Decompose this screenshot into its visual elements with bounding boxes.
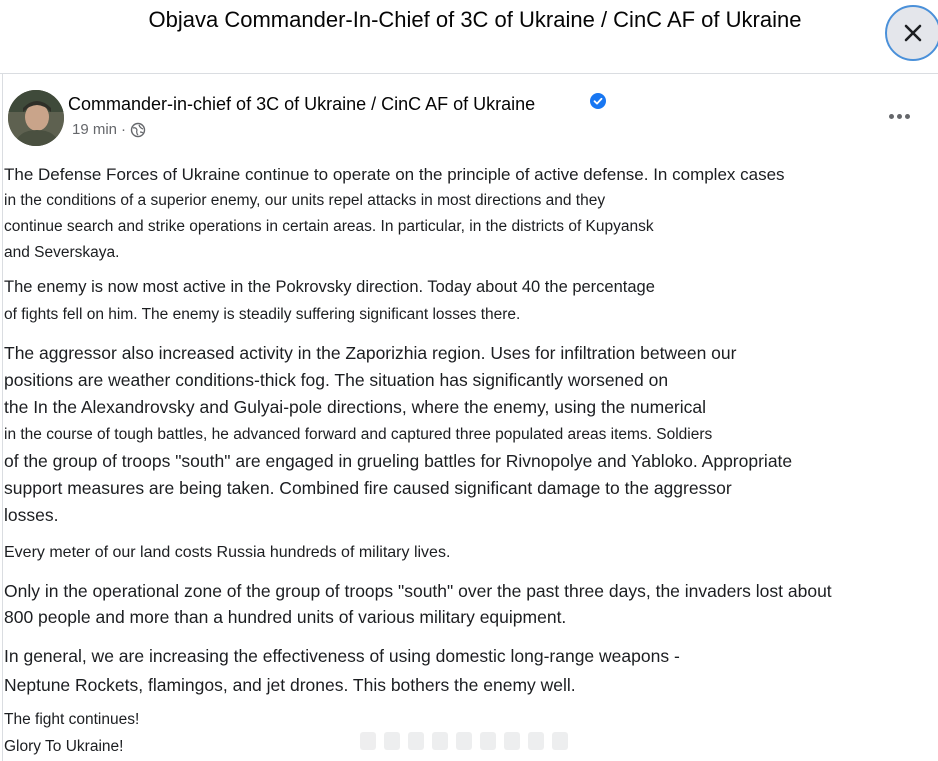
dialog-title: Objava Commander-In-Chief of 3C of Ukraine / CinC AF of Ukraine xyxy=(148,7,802,32)
post-line: in the conditions of a superior enemy, our units repel attacks in most directions and they xyxy=(4,192,606,209)
post-paragraph xyxy=(4,578,832,630)
dot xyxy=(889,114,894,119)
post-paragraph xyxy=(4,340,792,529)
post-line: the In the Alexandrovsky and Gulyai-pole directions, where the enemy, using the numerical xyxy=(4,397,707,417)
post-line: Every meter of our land costs Russia hundreds of military lives. xyxy=(4,544,451,561)
more-options-button[interactable] xyxy=(884,104,914,128)
post-header xyxy=(8,90,928,146)
post-meta xyxy=(72,121,146,138)
post-paragraph xyxy=(4,162,785,266)
author-avatar[interactable] xyxy=(8,90,64,146)
post-line: positions are weather conditions-thick fog. The situation has significantly worsened on xyxy=(4,370,669,390)
post-paragraph xyxy=(4,274,655,328)
post-line: Glory To Ukraine! xyxy=(4,738,124,755)
dialog-header xyxy=(0,0,938,74)
dot xyxy=(905,114,910,119)
post-line: of the group of troops "south" are engaged in grueling battles for Rivnopolye and Yabloko. Appropriate xyxy=(4,451,793,471)
post-line: continue search and strike operations in certain areas. In particular, in the districts of Kupyansk xyxy=(4,218,654,235)
dialog-left-border xyxy=(2,74,3,761)
post-line: The aggressor also increased activity in the Zaporizhia region. Uses for infiltration between our xyxy=(4,343,737,363)
post-paragraph xyxy=(4,642,680,700)
post-line: The enemy is now most active in the Pokrovsky direction. Today about 40 the percentage xyxy=(4,278,655,296)
post-line: and Severskaya. xyxy=(4,244,120,261)
verified-badge-icon xyxy=(590,93,606,109)
meta-separator: · xyxy=(121,121,127,138)
post-line: In general, we are increasing the effectiveness of using domestic long-range weapons - xyxy=(4,646,680,666)
post-line: in the course of tough battles, he advanced forward and captured three populated areas items. Soldiers xyxy=(4,426,713,443)
avatar-photo xyxy=(8,90,64,146)
post-paragraph xyxy=(4,706,139,760)
post-line: losses. xyxy=(4,505,59,525)
close-icon xyxy=(901,21,925,45)
post-line: of fights fell on him. The enemy is steadily suffering significant losses there. xyxy=(4,306,521,323)
post-line: The Defense Forces of Ukraine continue to operate on the principle of active defense. In complex cases xyxy=(4,165,785,184)
dot xyxy=(897,114,902,119)
close-button[interactable] xyxy=(885,5,938,61)
watermark xyxy=(360,728,580,754)
post-line: support measures are being taken. Combined fire caused significant damage to the aggressor xyxy=(4,478,732,498)
post-line: 800 people and more than a hundred units of various military equipment. xyxy=(4,607,567,627)
author-name[interactable]: Commander-in-chief of 3C of Ukraine / CinC AF of Ukraine xyxy=(68,94,536,114)
post-timestamp[interactable]: 19 min xyxy=(72,121,118,138)
post-line: Only in the operational zone of the group of troops "south" over the past three days, the invaders lost about xyxy=(4,581,832,601)
post-line: Neptune Rockets, flamingos, and jet drones. This bothers the enemy well. xyxy=(4,675,576,695)
globe-icon[interactable] xyxy=(130,122,146,138)
post-paragraph xyxy=(4,540,450,566)
post-line: The fight continues! xyxy=(4,711,140,728)
